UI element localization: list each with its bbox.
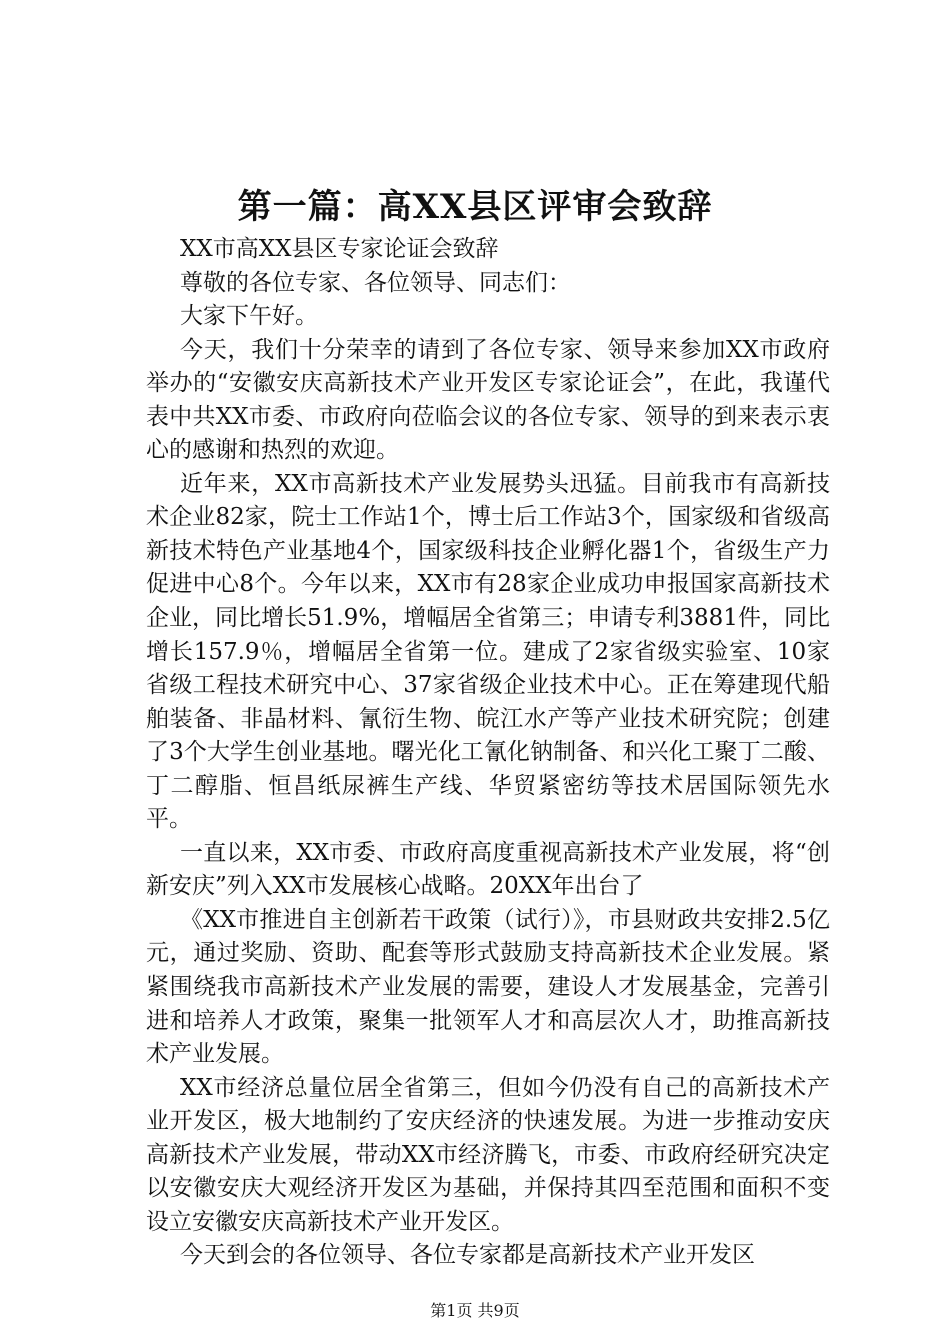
paragraph-closing: 今天到会的各位领导、各位专家都是高新技术产业开发区	[180, 1242, 755, 1269]
document-title: 第一篇：高XX县区评审会致辞	[237, 187, 713, 227]
paragraph-salutation: 尊敬的各位专家、各位领导、同志们：	[180, 269, 571, 296]
paragraph-achievements: 近年来，XX市高新技术产业发展势头迅猛。目前我市有高新技术企业82家，院士工作站1个，博士后工作站3个，国家级和省级高新技术特色产业基地4个，国家级科技企业孵化器1个，省级生产力促进中心8个。今年以来，XX市有28家企业成功申报国家高新技术企业，同比增长51.9%，增幅居全省第三；申请专利3881件，同比增长157.9％，增幅居全省第一位。建成了2家省级实验室、10家省级工程技术研究中心、37家省级企业技术中心。正在筹建现代船舶装备、非晶材料、氰衍生物、皖江水产等产业技术研究院；创建了3个大学生创业基地。曙光化工氰化钠制备、和兴化工聚丁二酸、丁二醇脂、恒昌纸尿裤生产线、华贸紧密纺等技术居国际领先水平。	[146, 470, 830, 833]
paragraph-welcome: 今天，我们十分荣幸的请到了各位专家、领导来参加XX市政府举办的“安徽安庆高新技术产业开发区专家论证会”，在此，我谨代表中共XX市委、市政府向莅临会议的各位专家、领导的到来表示衷心的感谢和热烈的欢迎。	[146, 336, 830, 464]
paragraph-subtitle: XX市高XX县区专家论证会致辞	[180, 236, 499, 262]
paragraph-strategy: 一直以来，XX市委、市政府高度重视高新技术产业发展，将“创新安庆”列入XX市发展核心战略。20XX年出台了	[146, 839, 830, 900]
paragraph-economy: XX市经济总量位居全省第三，但如今仍没有自己的高新技术产业开发区，极大地制约了安庆经济的快速发展。为进一步推动安庆高新技术产业发展，带动XX市经济腾飞，市委、市政府经研究决定以安徽安庆大观经济开发区为基础，并保持其四至范围和面积不变设立安徽安庆高新技术产业开发区。	[146, 1074, 830, 1235]
paragraph-policy: 《XX市推进自主创新若干政策（试行）》，市县财政共安排2.5亿元，通过奖励、资助、配套等形式鼓励支持高新技术企业发展。紧紧围绕我市高新技术产业发展的需要，建设人才发展基金，完善引进和培养人才政策，聚集一批领军人才和高层次人才，助推高新技术产业发展。	[146, 906, 830, 1068]
page-footer: 第1页 共9页	[430, 1301, 520, 1320]
document-body	[146, 233, 830, 1273]
paragraph-greeting: 大家下午好。	[180, 303, 318, 330]
